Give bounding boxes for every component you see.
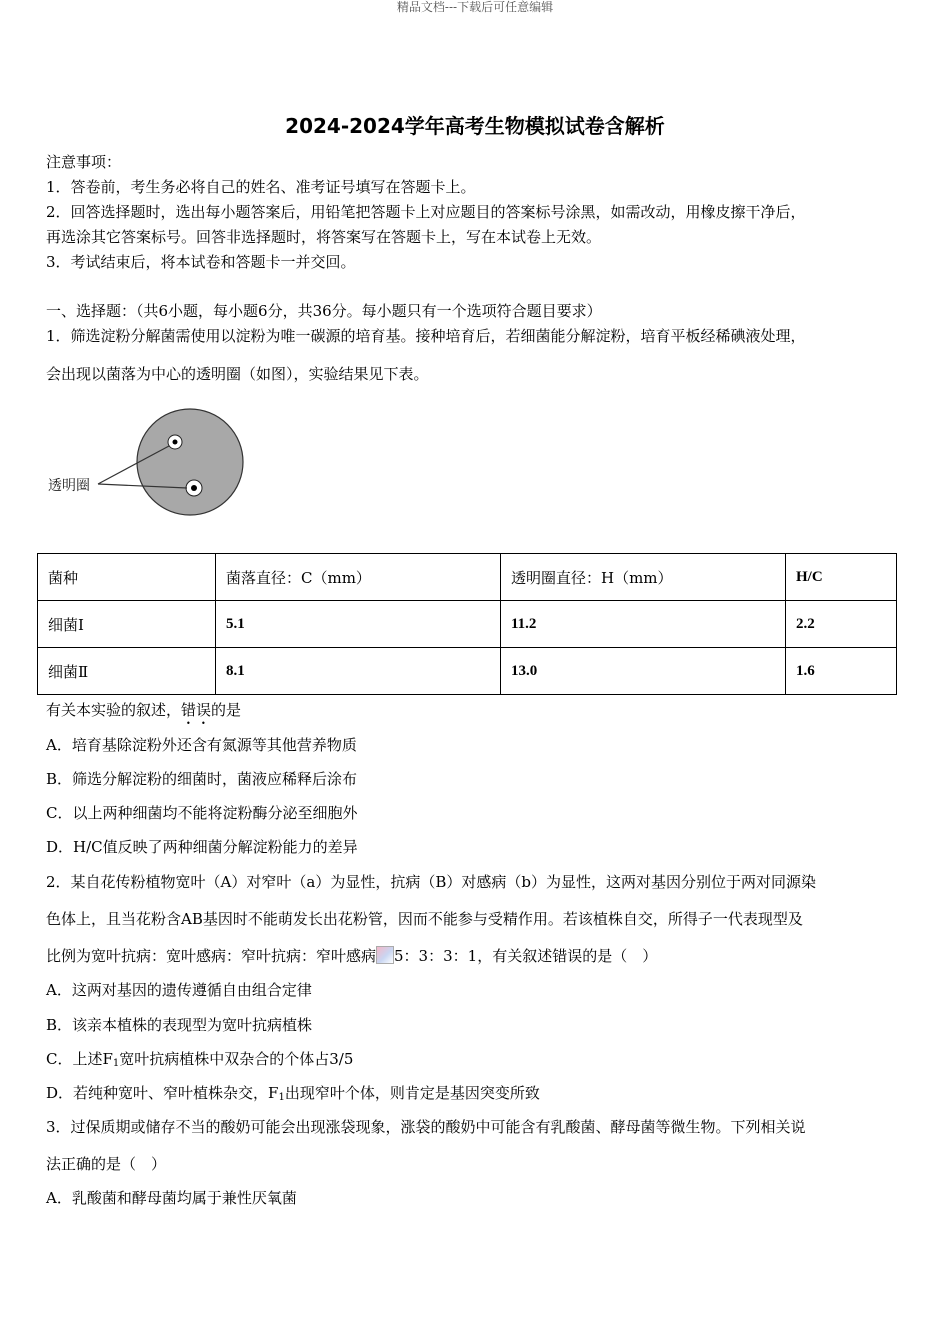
- q1-option-b: B．筛选分解淀粉的细菌时，菌液应稀释后涂布: [46, 770, 358, 788]
- q2-option-a: A．这两对基因的遗传遵循自由组合定律: [46, 981, 312, 999]
- table-header: 菌种: [38, 554, 216, 601]
- table-cell: 8.1: [216, 648, 501, 695]
- q2-option-c-post: 宽叶抗病植株中双杂合的个体占3/5: [119, 1050, 354, 1068]
- q2-line1: 2．某自花传粉植物宽叶（A）对窄叶（a）为显性，抗病（B）对感病（b）为显性，这两对基因分别位于两对同源染: [46, 873, 816, 891]
- q2-option-b: B．该亲本植株的表现型为宽叶抗病植株: [46, 1016, 313, 1034]
- q1-question-prefix: 有关本实验的叙述，: [46, 701, 182, 719]
- notice-item-2-cont: 再选涂其它答案标号。回答非选择题时，将答案写在答题卡上，写在本试卷上无效。: [46, 228, 602, 246]
- table-cell: 11.2: [501, 601, 786, 648]
- section-heading: 一、选择题：（共6小题，每小题6分，共36分。每小题只有一个选项符合题目要求）: [46, 302, 602, 320]
- colony-2: [191, 485, 197, 491]
- q1-option-a: A．培育基除淀粉外还含有氮源等其他营养物质: [46, 736, 357, 754]
- table-cell: 5.1: [216, 601, 501, 648]
- q2-option-d-sub: 1: [278, 1092, 285, 1103]
- q2-line3-end: 5：3：3：1，有关叙述错误的是（ ）: [394, 947, 658, 965]
- notice-heading: 注意事项：: [46, 153, 122, 171]
- q3-line2: 法正确的是（ ）: [46, 1155, 167, 1173]
- q1-option-d: D．H/C值反映了两种细菌分解淀粉能力的差异: [46, 838, 358, 856]
- table-row: [38, 601, 897, 648]
- q1-stem-line2: 会出现以菌落为中心的透明圈（如图），实验结果见下表。: [46, 365, 429, 383]
- q1-stem-line1: 1．筛选淀粉分解菌需使用以淀粉为唯一碳源的培育基。接种培育后，若细菌能分解淀粉，培育平板经稀碘液处理，: [46, 327, 806, 345]
- q2-option-c: [46, 1049, 353, 1074]
- q3-line1: 3．过保质期或储存不当的酸奶可能会出现涨袋现象，涨袋的酸奶中可能含有乳酸菌、酵母菌等微生物。下列相关说: [46, 1118, 806, 1136]
- table-header-row: [38, 554, 897, 601]
- q3-option-a: A．乳酸菌和酵母菌均属于兼性厌氧菌: [46, 1189, 297, 1207]
- q2-option-c-pre: C．上述F: [46, 1050, 113, 1068]
- petri-dish: [137, 409, 243, 515]
- table-cell: 1.6: [786, 648, 897, 695]
- table-cell: 13.0: [501, 648, 786, 695]
- q2-line3: [46, 946, 657, 966]
- petri-dish-figure: [40, 400, 260, 525]
- q1-question-emphasis: 错误: [181, 701, 212, 719]
- table-cell: 细菌Ⅰ: [38, 601, 216, 648]
- table-row: [38, 648, 897, 695]
- table-cell: 细菌Ⅱ: [38, 648, 216, 695]
- watermark: 精品文档---下载后可任意编辑: [396, 0, 554, 14]
- colony-1: [173, 440, 178, 445]
- notice-item-3: 3．考试结束后，将本试卷和答题卡一并交回。: [46, 253, 356, 271]
- table-header: 菌落直径：C（mm）: [216, 554, 501, 601]
- q2-option-d: [46, 1083, 540, 1108]
- q2-option-c-sub: 1: [112, 1058, 120, 1069]
- figure-label: 透明圈: [48, 478, 90, 494]
- notice-item-2: 2．回答选择题时，选出每小题答案后，用铅笔把答题卡上对应题目的答案标号涂黑，如需改动，用橡皮擦干净后，: [46, 203, 806, 221]
- q2-option-d-post: 出现窄叶个体，则肯定是基因突变所致: [284, 1084, 540, 1102]
- q2-option-d-pre: D．若纯种宽叶、窄叶植株杂交，F: [46, 1084, 279, 1102]
- q1-question: [46, 700, 241, 728]
- page-title: 2024-2024学年高考生物模拟试卷含解析: [285, 114, 665, 138]
- table-header: H/C: [786, 554, 897, 601]
- results-table: [37, 553, 897, 695]
- table-cell: 2.2: [786, 601, 897, 648]
- table-header: 透明圈直径：H（mm）: [501, 554, 786, 601]
- q2-line2: 色体上，且当花粉含AB基因时不能萌发长出花粉管，因而不能参与受精作用。若该植株自交，所得子一代表现型及: [46, 910, 803, 928]
- q1-option-c: C．以上两种细菌均不能将淀粉酶分泌至细胞外: [46, 804, 358, 822]
- q2-line3-start: 比例为宽叶抗病：宽叶感病：窄叶抗病：窄叶感病: [46, 947, 377, 965]
- broken-glyph-icon: [376, 946, 394, 964]
- q1-question-suffix: 的是: [211, 701, 242, 719]
- notice-item-1: 1．答卷前，考生务必将自己的姓名、准考证号填写在答题卡上。: [46, 178, 476, 196]
